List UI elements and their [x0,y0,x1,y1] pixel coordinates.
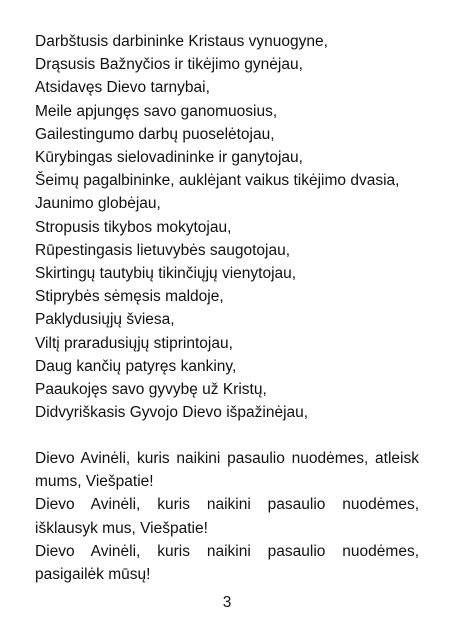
litany-line: Jaunimo globėjau, [35,195,161,213]
litany-line: Gailestingumo darbų puoselėtojau, [35,125,275,143]
litany-line: Paklydusiųjų šviesa, [35,311,175,329]
agnus-dei-invocation: Dievo Avinėli, kuris naikini pasaulio nuodėmes, išklausyk mus, Viešpatie! [35,496,419,537]
litany-line: Kūrybingas sielovadininke ir ganytojau, [35,149,303,167]
litany-line: Didvyriškasis Gyvojo Dievo išpažinėjau, [35,404,309,422]
agnus-dei-invocation: Dievo Avinėli, kuris naikini pasaulio nuodėmes, atleisk mums, Viešpatie! [35,450,419,491]
litany-line: Rūpestingasis lietuvybės saugotojau, [35,241,291,259]
agnus-dei-section [35,447,419,586]
litany-line: Šeimų pagalbininke, auklėjant vaikus tikėjimo dvasia, [35,172,400,190]
litany-line: Daug kančių patyręs kankiny, [35,357,237,375]
litany-line: Stiprybės sėmęsis maldoje, [35,288,224,306]
agnus-dei-invocation: Dievo Avinėli, kuris naikini pasaulio nuodėmes, pasigailėk mūsų! [35,542,419,584]
litany-line: Drąsusis Bažnyčios ir tikėjimo gynėjau, [35,56,303,74]
litany-line: Paaukojęs savo gyvybę už Kristų, [35,381,267,399]
litany-line: Meile apjungęs savo ganomuosius, [35,102,278,120]
litany-line: Stropusis tikybos mokytojau, [35,218,232,236]
litany-line: Darbštusis darbininke Kristaus vynuogyne, [35,33,328,50]
litany-line: Skirtingų tautybių tikinčiųjų vienytojau, [35,265,297,283]
litany-invocations [35,30,420,424]
page-number: 3 [222,594,232,611]
litany-line: Viltį praradusiųjų stiprintojau, [35,334,233,352]
litany-line: Atsidavęs Dievo tarnybai, [35,79,210,97]
